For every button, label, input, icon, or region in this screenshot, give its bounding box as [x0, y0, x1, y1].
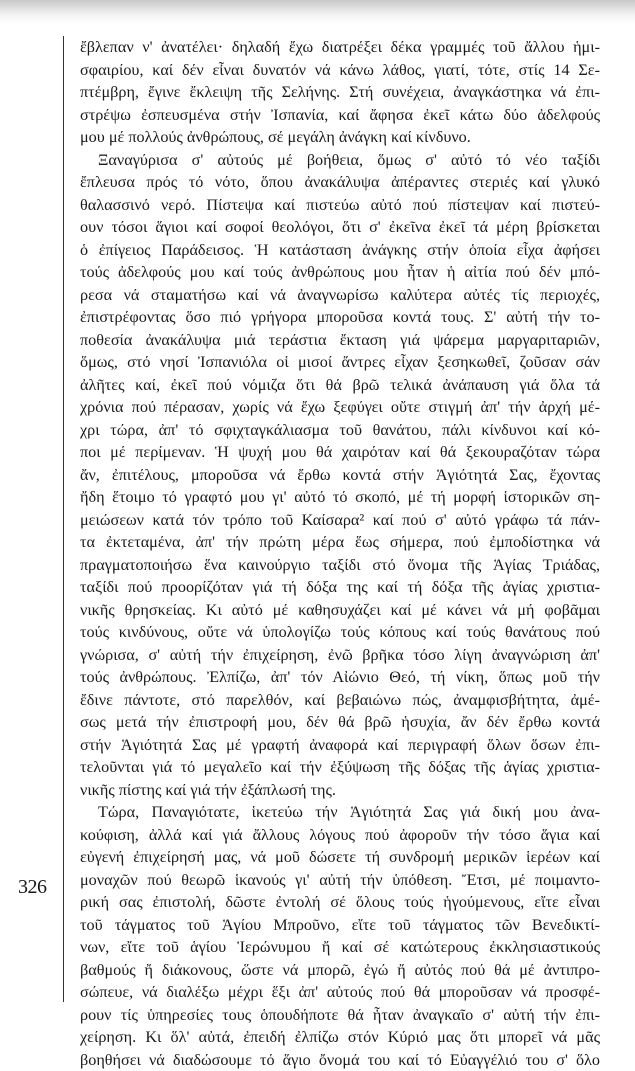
text-line: βοηθήσει νά διαδώσουμε τό ἅγιο ὄνομά του καί τό Εὐαγγέλιό του σ' ὅλο — [80, 1049, 600, 1071]
text-line: νικῆς θρησκείας. Κι αὐτό μέ καθησυχάζει καί μέ κάνει νά μή φοβᾶμαι — [80, 599, 600, 622]
body-text — [80, 36, 600, 1071]
text-line: μοναχῶν πού θεωρῶ ἱκανούς γι' αὐτή τήν ὑπόθεση. Ἔτσι, μέ ποιμαντο- — [80, 869, 600, 892]
text-line: ἔβλεπαν ν' ἀνατέλει· δηλαδή ἔχω διατρέξει δέκα γραμμές τοῦ ἄλλου ἡμι- — [80, 36, 600, 59]
text-line: ἄν, ἐπιτέλους, μποροῦσα νά ἔρθω κοντά στήν Ἁγιότητά Σας, ἔχοντας — [80, 464, 600, 487]
text-line: Τώρα, Παναγιότατε, ἱκετεύω τήν Ἁγιότητά Σας γιά δική μου ἀνα- — [80, 801, 600, 824]
text-line: θαλασσινό νερό. Πίστεψα καί πιστεύω αὐτό πού πίστεψαν καί πιστεύ- — [80, 194, 600, 217]
text-line: ρική σας ἐπιστολή, δῶστε ἐντολή σέ ὅλους τούς ἡγούμενους, εἴτε εἶναι — [80, 891, 600, 914]
text-line: ἤδη ἕτοιμο τό γραφτό μου γι' αὐτό τό σκοπό, μέ τή μορφή ἱστορικῶν ση- — [80, 486, 600, 509]
text-line: τοῦ τάγματος τοῦ Ἁγίου Μπροῦνο, εἴτε τοῦ τάγματος τῶν Βενεδικτί- — [80, 914, 600, 937]
text-line: σφαιρίου, καί δέν εἶναι δυνατόν νά κάνω λάθος, γιατί, τότε, στίς 14 Σε- — [80, 59, 600, 82]
page-number: 326 — [18, 876, 47, 899]
text-line: γνώρισα, σ' αὐτή τήν ἐπιχείρηση, ἐνῶ βρῆκα τόσο λίγη ἀναγνώριση ἀπ' — [80, 644, 600, 667]
text-line: τούς κινδύνους, οὔτε νά ὑπολογίζω τούς κόπους καί τούς θανάτους πού — [80, 621, 600, 644]
margin-rule — [63, 36, 64, 1002]
text-line: εὐγενή ἐπιχείρησή μας, νά μοῦ δώσετε τή συνδρομή μερικῶν ἱερέων καί — [80, 846, 600, 869]
text-line: σως μετά τήν ἐπιστροφή μου, δέν θά βρῶ ἡσυχία, ἄν δέν ἔρθω κοντά — [80, 711, 600, 734]
text-line: Ξαναγύρισα σ' αὐτούς μέ βοήθεια, ὅμως σ' αὐτό τό νέο ταξίδι — [80, 149, 600, 172]
text-line: νικῆς πίστης καί γιά τήν ἐξάπλωσή της. — [80, 779, 600, 802]
text-line: στήν Ἁγιότητά Σας μέ γραφτή ἀναφορά καί περιγραφή ὅλων ὅσων ἐπι- — [80, 734, 600, 757]
text-line: πτέμβρη, ἔγινε ἔκλειψη τῆς Σελήνης. Στή συνέχεια, ἀναγκάστηκα νά ἐπι- — [80, 81, 600, 104]
text-line: τελοῦνται γιά τό μεγαλεῖο καί τήν ἐξύψωση τῆς δόξας τῆς ἁγίας χριστια- — [80, 756, 600, 779]
text-line: ἔπλευσα πρός τό νότο, ὅπου ἀνακάλυψα ἀπέραντες στεριές καί γλυκό — [80, 171, 600, 194]
text-line: τα ἐκτεταμένα, ἀπ' τήν πρώτη μέρα ἕως σήμερα, πού ἐμποδίστηκα νά — [80, 531, 600, 554]
text-line: σώπευε, νά διαλέξω μέχρι ἕξι ἀπ' αὐτούς πού θά μποροῦσαν νά προσφέ- — [80, 981, 600, 1004]
text-line: ἐπιστρέφοντας ὅσο πιό γρήγορα μποροῦσα κοντά τους. Σ' αὐτή τήν το- — [80, 306, 600, 329]
text-line: ποθεσία ἀνακάλυψα μιά τεράστια ἔκταση γιά ψάρεμα μαργαριταριῶν, — [80, 329, 600, 352]
text-line: μειώσεων κατά τόν τρόπο τοῦ Καίσαρα² καί πού σ' αὐτό γράφω τά πάν- — [80, 509, 600, 532]
text-line: ρεσα νά σταματήσω καί νά ἀναγνωρίσω καλύτερα αὐτές τίς περιοχές, — [80, 284, 600, 307]
text-line: κούφιση, ἀλλά καί γιά ἄλλους λόγους πού ἀφοροῦν τήν τόσο ἅγια καί — [80, 824, 600, 847]
text-line: χρόνια πού πέρασαν, χωρίς νά ἔχω ξεφύγει οὔτε στιγμή ἀπ' τήν ἀρχή μέ- — [80, 396, 600, 419]
text-line: ἔδινε πάντοτε, στό παρελθόν, καί βεβαιώνω πώς, ἀναμφισβήτητα, ἀμέ- — [80, 689, 600, 712]
text-line: τούς ἀδελφούς μου καί τούς ἀνθρώπους μου ἦταν ἡ αἰτία πού δέν μπό- — [80, 261, 600, 284]
text-line: βαθμούς ἤ διάκονους, ὥστε νά μπορῶ, ἐγώ ἤ αὐτός πού θά μέ ἀντιπρο- — [80, 959, 600, 982]
text-line: ὁ ἐπίγειος Παράδεισος. Ἡ κατάσταση ἀνάγκης στήν ὁποία εἶχα ἀφήσει — [80, 239, 600, 262]
text-line: νων, εἴτε τοῦ ἁγίου Ἱερώνυμου ἤ καί σέ κατώτερους ἐκκλησιαστικούς — [80, 936, 600, 959]
text-line: ουν τόσοι ἅγιοι καί σοφοί θεολόγοι, ὅτι σ' ἐκεῖνα ἐκεῖ τά μέρη βρίσκεται — [80, 216, 600, 239]
text-line: ὅμως, στό νησί Ἰσπανιόλα οἱ μισοί ἄντρες εἶχαν ξεσηκωθεῖ, ζοῦσαν σάν — [80, 351, 600, 374]
text-line: τούς ἀνθρώπους. Ἐλπίζω, ἀπ' τόν Αἰώνιο Θεό, τή νίκη, ὅπως μοῦ τήν — [80, 666, 600, 689]
text-line: πραγματοποιήσω ἕνα καινούργιο ταξίδι στό ὄνομα τῆς Ἁγίας Τριάδας, — [80, 554, 600, 577]
text-line: μου μέ πολλούς ἀνθρώπους, σέ μεγάλη ἀνάγκη καί κίνδυνο. — [80, 126, 600, 149]
text-line: ἀλῆτες καί, ἐκεῖ πού νόμιζα ὅτι θά βρῶ τελικά ἀνάπαυση γιά ὅλα τά — [80, 374, 600, 397]
text-line: χρι τώρα, ἀπ' τό σφιχταγκάλιασμα τοῦ θανάτου, πάλι κίνδυνοι καί κό- — [80, 419, 600, 442]
text-line: ποι μέ περίμεναν. Ἡ ψυχή μου θά χαιρόταν καί θά ξεκουραζόταν τώρα — [80, 441, 600, 464]
page-top-edge — [0, 0, 635, 24]
text-line: ρουν τίς ὑπηρεσίες τους ὁπουδήποτε θά ἦταν ἀναγκαῖο σ' αὐτή τήν ἐπι- — [80, 1004, 600, 1027]
text-line: στρέψω ἐσπευσμένα στήν Ἰσπανία, καί ἄφησα ἐκεῖ κάτω δύο ἀδελφούς — [80, 104, 600, 127]
text-line: χείρηση. Κι ὅλ' αὐτά, ἐπειδή ἐλπίζω στόν Κύριό μας ὅτι μπορεῖ νά μᾶς — [80, 1026, 600, 1049]
text-line: ταξίδι πού προορίζόταν γιά τή δόξα της καί τή δόξα τῆς ἁγίας χριστια- — [80, 576, 600, 599]
